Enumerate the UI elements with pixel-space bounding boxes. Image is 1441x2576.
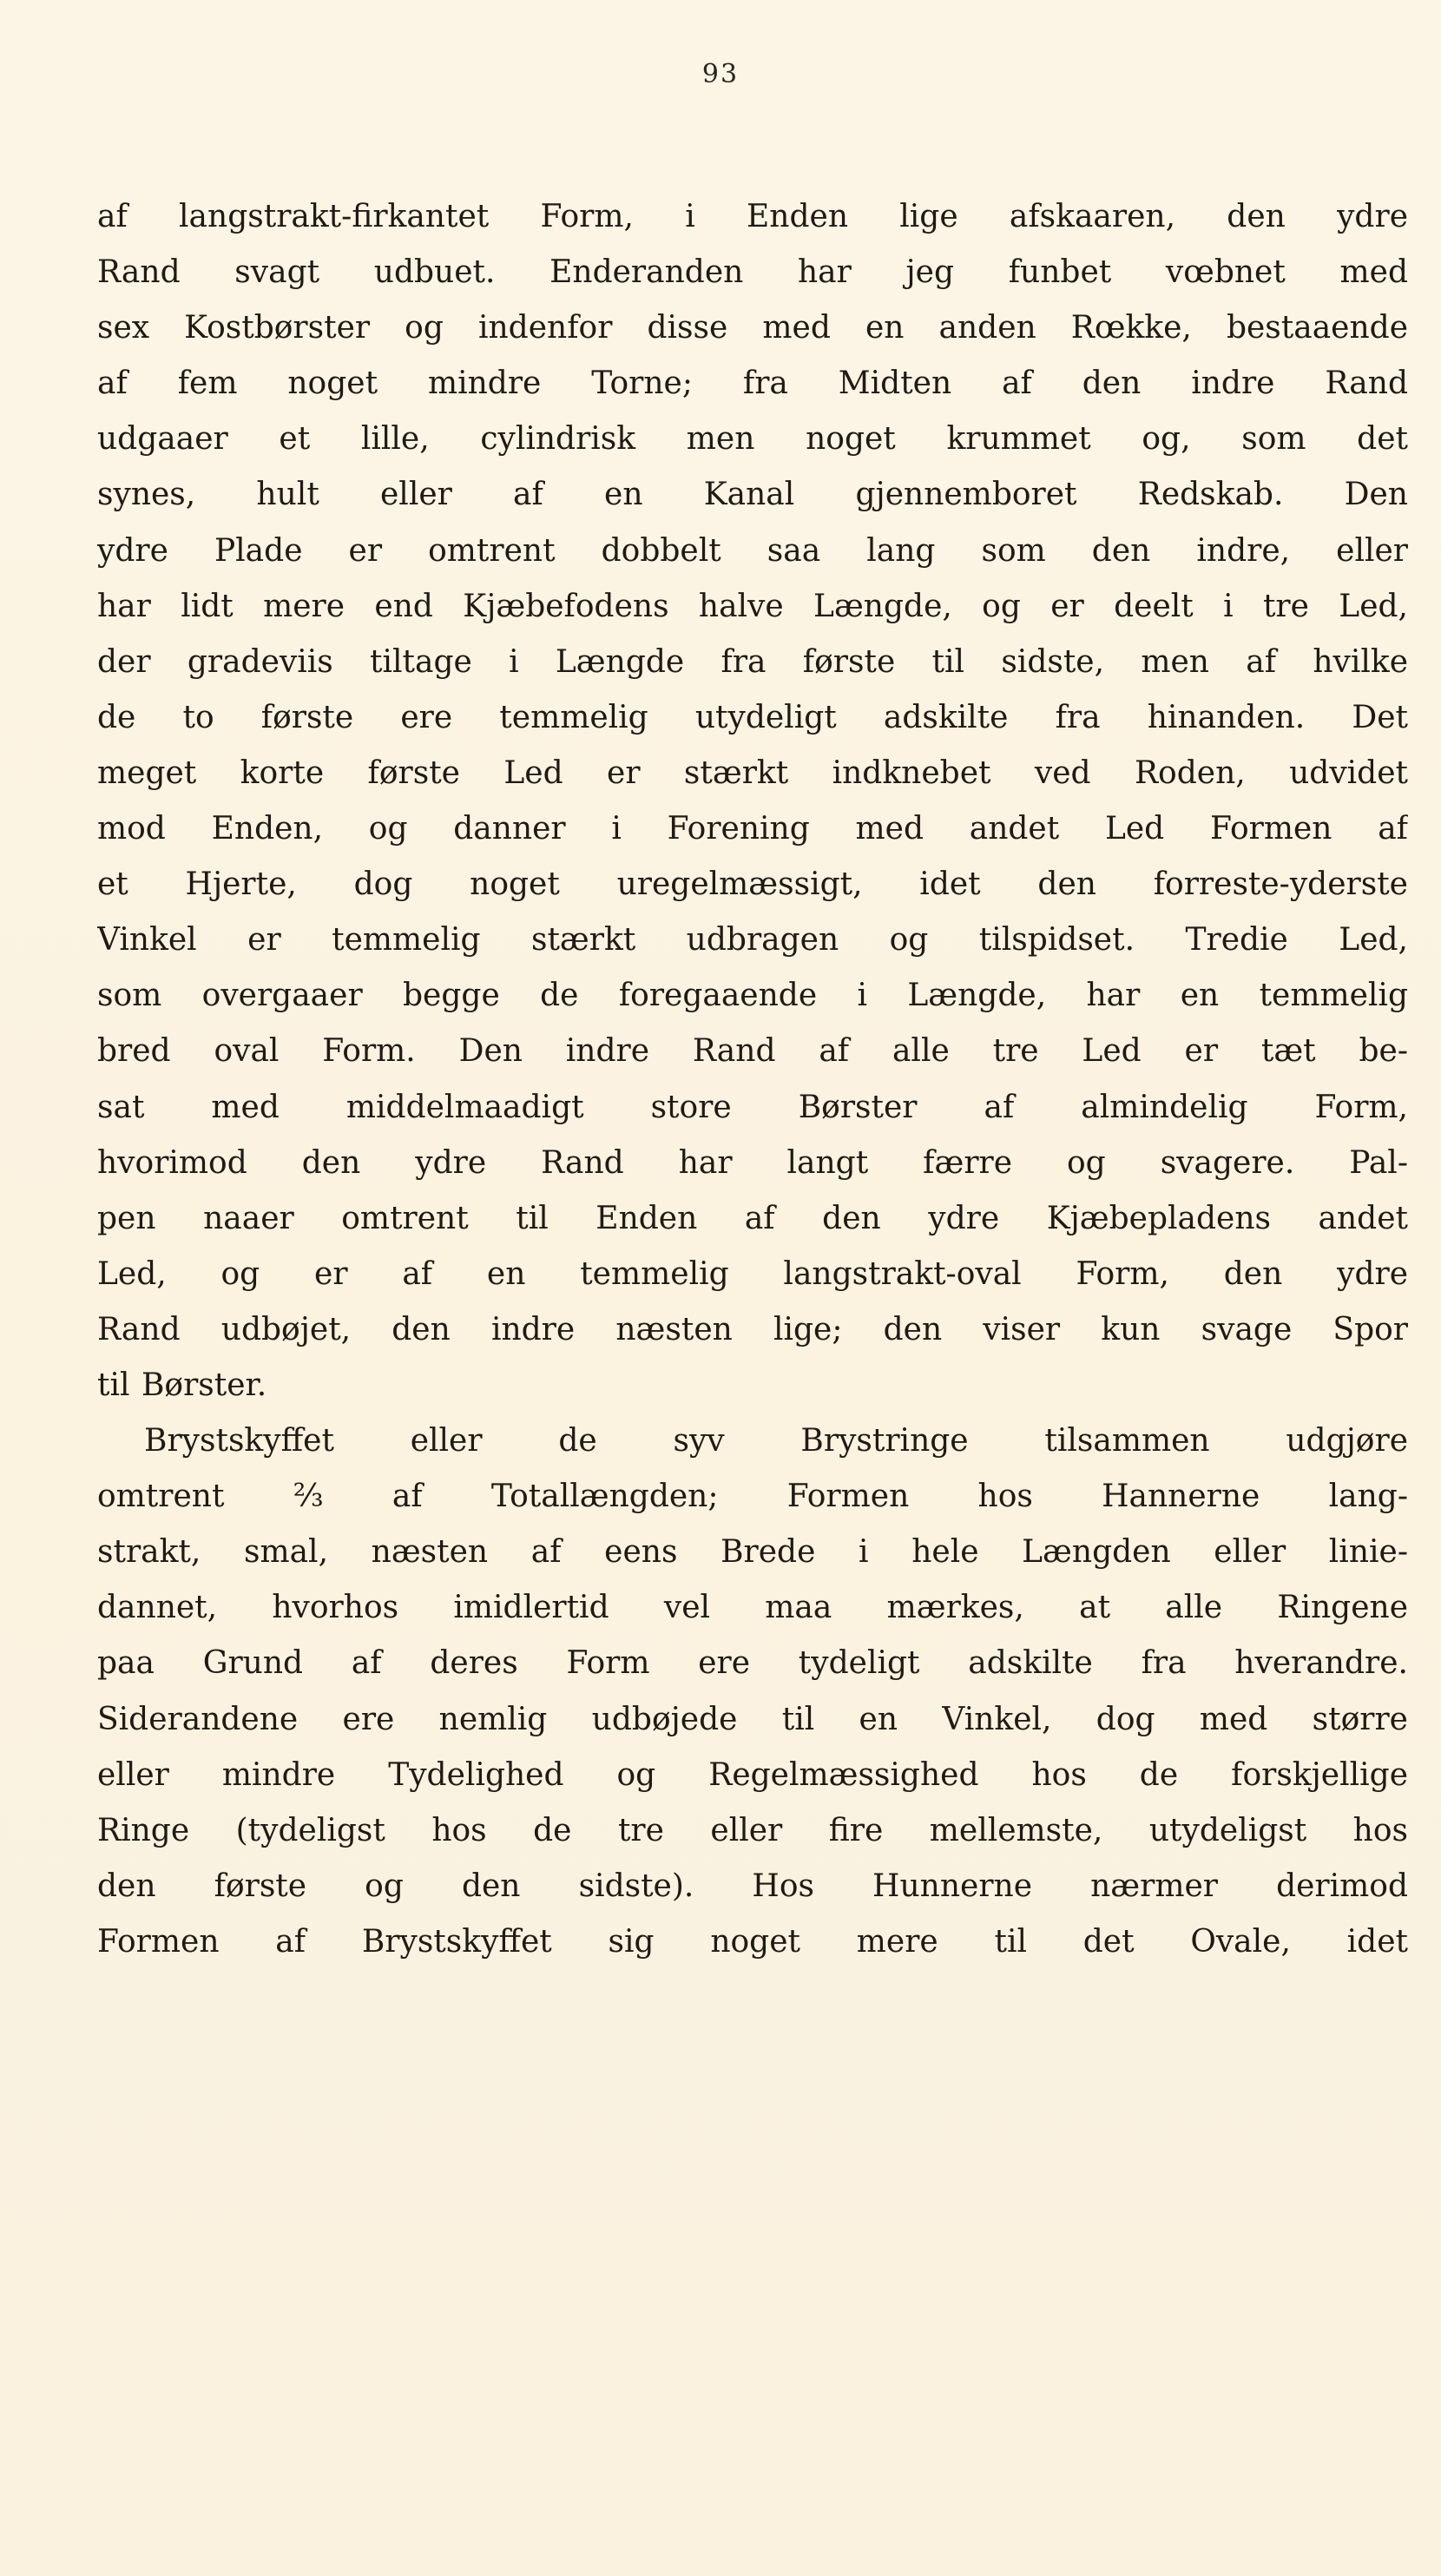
text-line: Vinkel er temmelig stærkt udbragen og tilspidset. Tredie Led, — [97, 922, 1408, 959]
text-line: de to første ere temmelig utydeligt adskilte fra hinanden. Det — [97, 699, 1408, 735]
text-line: meget korte første Led er stærkt indknebet ved Roden, udvidet — [97, 754, 1408, 791]
text-line: hvorimod den ydre Rand har langt færre og svagere. Pal- — [97, 1144, 1408, 1181]
text-line: et Hjerte, dog noget uregelmæssigt, idet den forreste-yderste — [97, 866, 1408, 903]
text-line: Formen af Brystskyffet sig noget mere til det Ovale, idet — [97, 1923, 1408, 1960]
text-line: Ringe (tydeligst hos de tre eller fire mellemste, utydeligst hos — [97, 1812, 1408, 1848]
text-line: Rand udbøjet, den indre næsten lige; den viser kun svage Spor — [97, 1311, 1408, 1347]
text-line: synes, hult eller af en Kanal gjennemboret Redskab. Den — [97, 477, 1408, 513]
text-line: til Børster. — [97, 1367, 267, 1403]
text-line: Rand svagt udbuet. Enderanden har jeg funbet vœbnet med — [97, 254, 1408, 291]
text-line: Siderandene ere nemlig udbøjede til en Vinkel, dog med større — [97, 1701, 1408, 1737]
text-line: af langstrakt-firkantet Form, i Enden lige afskaaren, den ydre — [97, 199, 1408, 234]
text-line: bred oval Form. Den indre Rand af alle tre Led er tæt be- — [97, 1033, 1408, 1070]
text-line: pen naaer omtrent til Enden af den ydre Kjæbepladens andet — [97, 1200, 1408, 1236]
text-line: udgaaer et lille, cylindrisk men noget krummet og, som det — [97, 421, 1408, 458]
text-line: sex Kostbørster og indenfor disse med en anden Rœkke, bestaaende — [97, 310, 1408, 346]
text-line: omtrent ⅔ af Totallængden; Formen hos Hannerne lang- — [97, 1479, 1408, 1515]
text-line: mod Enden, og danner i Forening med andet Led Formen af — [97, 811, 1408, 847]
body-text — [97, 189, 1408, 2533]
text-line: strakt, smal, næsten af eens Brede i hele Længden eller linie- — [97, 1534, 1408, 1571]
text-line: der gradeviis tiltage i Længde fra første til sidste, men af hvilke — [97, 643, 1408, 680]
page-number: 93 — [701, 59, 740, 89]
text-line: paa Grund af deres Form ere tydeligt adskilte fra hverandre. — [97, 1645, 1408, 1682]
text-line: dannet, hvorhos imidlertid vel maa mærkes, at alle Ringene — [97, 1590, 1408, 1626]
text-line: ydre Plade er omtrent dobbelt saa lang som den indre, eller — [97, 532, 1408, 569]
text-line: Led, og er af en temmelig langstrakt-oval Form, den ydre — [97, 1255, 1408, 1292]
text-line: eller mindre Tydelighed og Regelmæssighed hos de forskjellige — [97, 1756, 1408, 1793]
text-line: den første og den sidste). Hos Hunnerne nærmer derimod — [97, 1868, 1408, 1904]
text-line: af fem noget mindre Torne; fra Midten af den indre Rand — [97, 366, 1408, 402]
text-line: som overgaaer begge de foregaaende i Længde, har en temmelig — [97, 978, 1408, 1014]
text-line: Brystskyffet eller de syv Brystringe tilsammen udgjøre — [144, 1423, 1408, 1459]
text-line: sat med middelmaadigt store Børster af almindelig Form, — [97, 1089, 1408, 1125]
text-line: har lidt mere end Kjæbefodens halve Længde, og er deelt i tre Led, — [97, 588, 1408, 624]
